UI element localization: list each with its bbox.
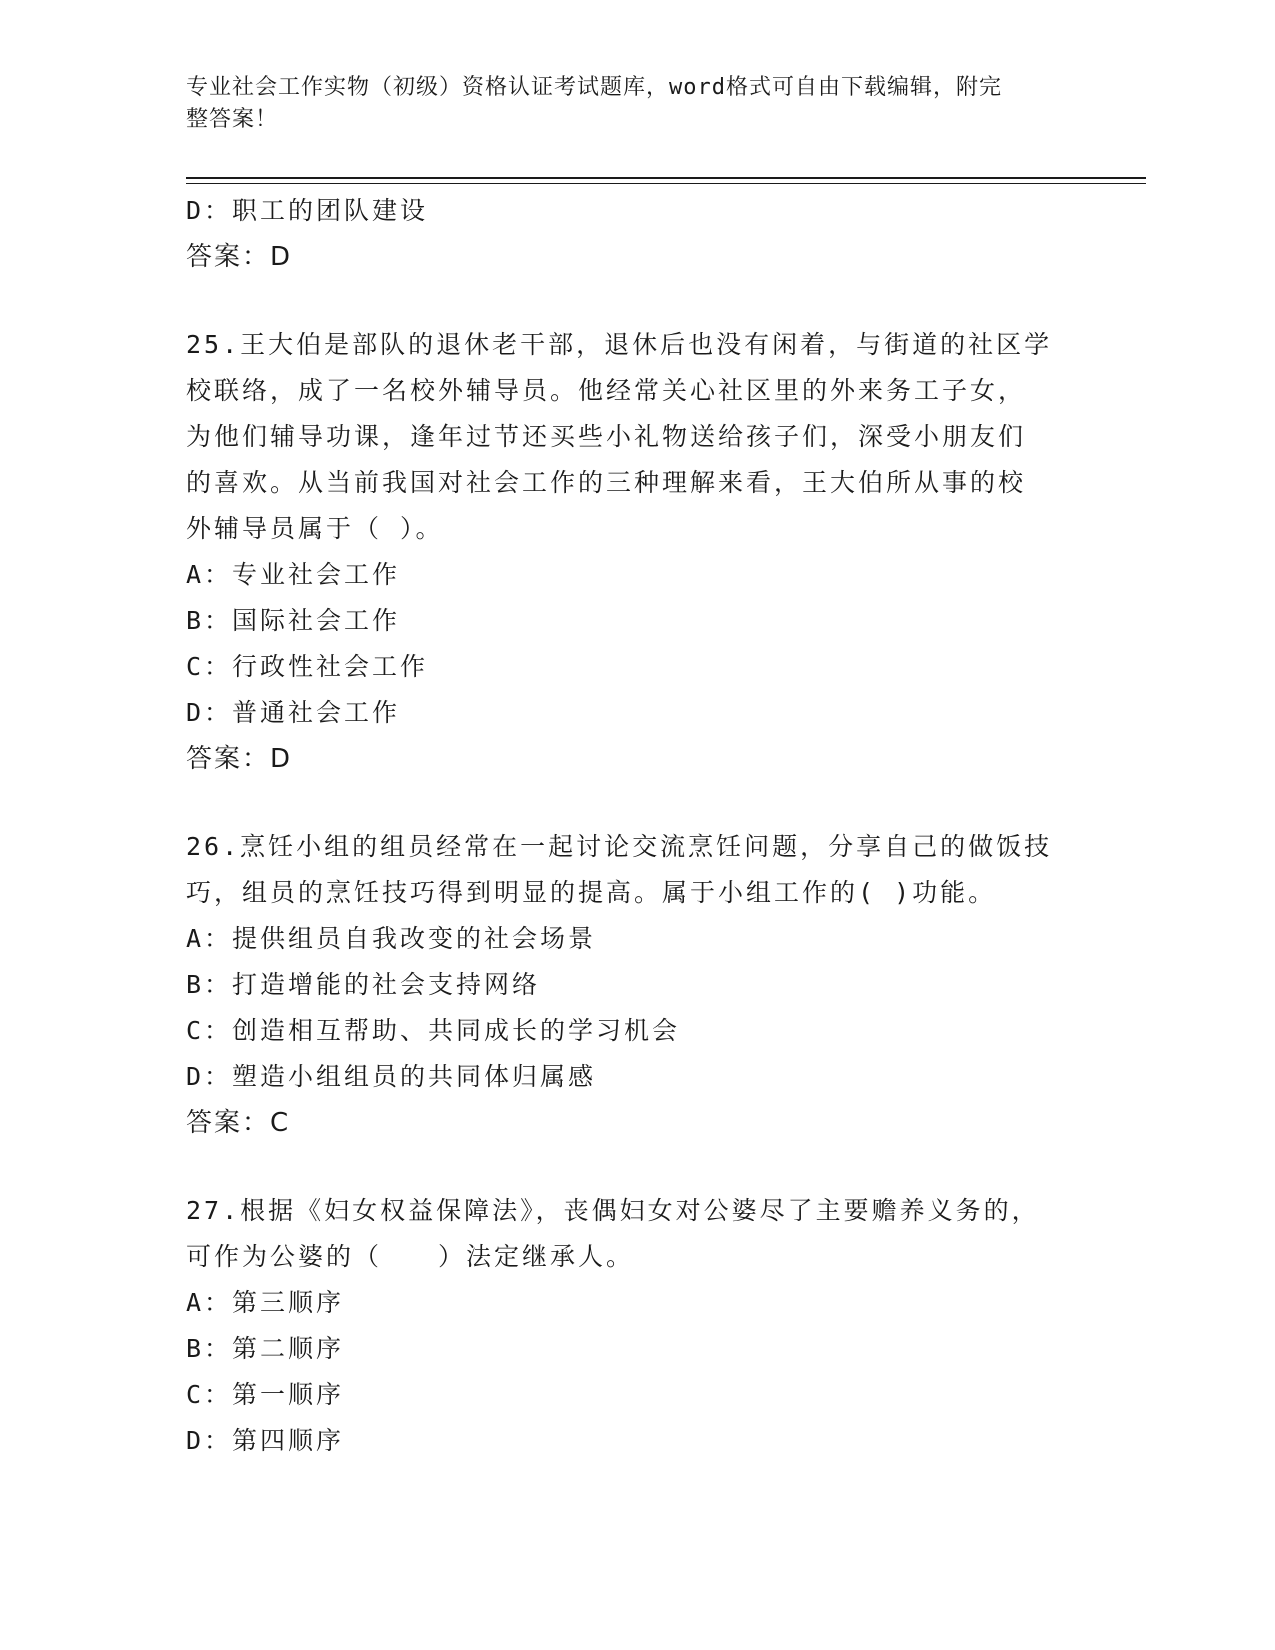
q26-option-c: C：创造相互帮助、共同成长的学习机会 bbox=[186, 1016, 681, 1045]
prev-answer: 答案：D bbox=[186, 242, 293, 272]
q27-option-a: A：第三顺序 bbox=[186, 1288, 345, 1317]
q25-stem-line: 25.王大伯是部队的退休老干部，退休后也没有闲着，与街道的社区学 bbox=[186, 330, 1053, 359]
q25-stem-line: 外辅导员属于（ ）。 bbox=[186, 514, 444, 543]
q26-option-d: D：塑造小组组员的共同体归属感 bbox=[186, 1062, 597, 1091]
q26-stem-line: 26.烹饪小组的组员经常在一起讨论交流烹饪问题，分享自己的做饭技 bbox=[186, 832, 1053, 861]
spacer bbox=[186, 1146, 1066, 1188]
q25-stem-line: 的喜欢。从当前我国对社会工作的三种理解来看，王大伯所从事的校 bbox=[186, 468, 1027, 497]
q26-option-a: A：提供组员自我改变的社会场景 bbox=[186, 924, 597, 953]
q27-option-d: D：第四顺序 bbox=[186, 1426, 345, 1455]
q27-stem-line: 27.根据《妇女权益保障法》，丧偶妇女对公婆尽了主要赡养义务的， bbox=[186, 1196, 1040, 1225]
q25-answer: 答案：D bbox=[186, 744, 293, 774]
q27-stem-line: 可作为公婆的（ ）法定继承人。 bbox=[186, 1242, 635, 1271]
question-27 bbox=[186, 1188, 1066, 1464]
q27-option-c: C：第一顺序 bbox=[186, 1380, 345, 1409]
q25-option-b: B：国际社会工作 bbox=[186, 606, 401, 635]
header-line-2: 整答案！ bbox=[186, 107, 279, 132]
q25-option-c: C：行政性社会工作 bbox=[186, 652, 429, 681]
question-25 bbox=[186, 322, 1066, 782]
header-divider-thin bbox=[186, 183, 1146, 184]
document-header bbox=[186, 72, 1066, 136]
document-body bbox=[186, 188, 1066, 1464]
spacer bbox=[186, 782, 1066, 824]
header-divider-thick bbox=[186, 177, 1146, 179]
header-line-1: 专业社会工作实物（初级）资格认证考试题库，word格式可自由下载编辑，附完 bbox=[186, 75, 1002, 100]
q25-stem-line: 校联络，成了一名校外辅导员。他经常关心社区里的外来务工子女， bbox=[186, 376, 1027, 405]
prev-option-d: D：职工的团队建设 bbox=[186, 196, 429, 225]
question-26 bbox=[186, 824, 1066, 1146]
q25-option-d: D：普通社会工作 bbox=[186, 698, 401, 727]
q25-option-a: A：专业社会工作 bbox=[186, 560, 401, 589]
q25-stem-line: 为他们辅导功课，逢年过节还买些小礼物送给孩子们，深受小朋友们 bbox=[186, 422, 1027, 451]
q26-option-b: B：打造增能的社会支持网络 bbox=[186, 970, 541, 999]
q26-answer: 答案：C bbox=[186, 1108, 291, 1138]
q27-option-b: B：第二顺序 bbox=[186, 1334, 345, 1363]
spacer bbox=[186, 280, 1066, 322]
q26-stem-line: 巧，组员的烹饪技巧得到明显的提高。属于小组工作的( )功能。 bbox=[186, 878, 997, 907]
